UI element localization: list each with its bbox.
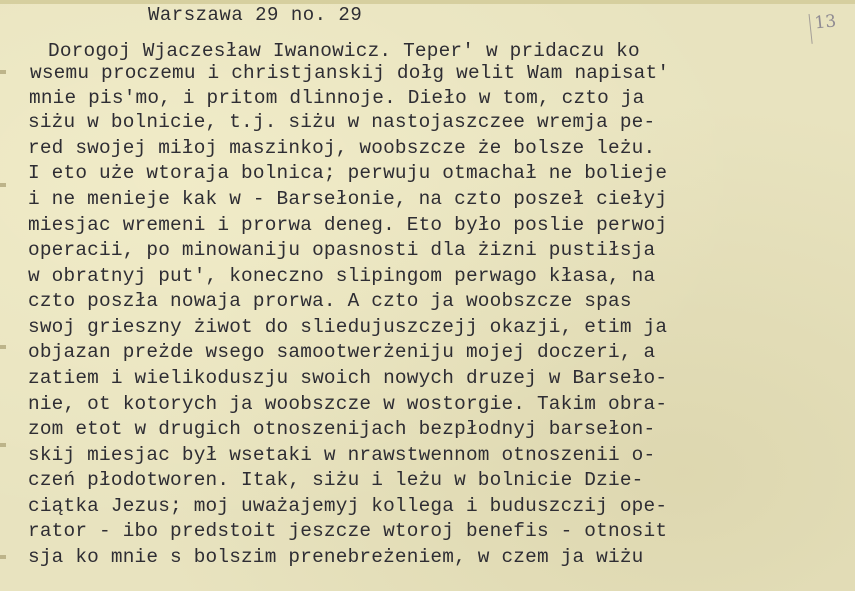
text-line: mnie pis'mo, i pritom dlinnoje. Dieło w tom, czto ja xyxy=(29,87,645,109)
punch-mark xyxy=(0,345,6,349)
punch-mark xyxy=(0,70,6,74)
text-line: siżu w bolnicie, t.j. siżu w nastojaszczee wremja pe- xyxy=(28,111,656,133)
text-line: zom etot w drugich otnoszenijach bezpłodnyj barsełon- xyxy=(28,418,656,440)
text-line: operacii, po minowaniju opasnosti dla żizni pustiłsja xyxy=(28,239,656,261)
text-line: ciątka Jezus; moj uważajemyj kollega i buduszczij ope- xyxy=(28,495,668,517)
text-line: zatiem i wielikoduszju swoich nowych druzej w Barseło- xyxy=(28,367,668,389)
text-line: i ne menieje kak w - Barsełonie, na czto poszeł ciełyj xyxy=(28,188,668,210)
text-line: objazan preżde wsego samootwerżeniju mojej doczeri, a xyxy=(28,341,656,363)
text-line: swoj grieszny żiwot do sliedujuszczejj okazji, etim ja xyxy=(28,316,668,338)
text-line: skij miesjac był wsetaki w nrawstwennom otnoszenii o- xyxy=(28,444,656,466)
page-top-edge xyxy=(0,0,855,4)
text-line: czeń płodotworen. Itak, siżu i leżu w bolnicie Dzie- xyxy=(28,469,644,491)
text-line: Dorogoj Wjaczesław Iwanowicz. Teper' w pridaczu ko xyxy=(48,40,640,62)
text-line: miesjac wremeni i prorwa deneg. Eto było poslie perwoj xyxy=(28,214,668,236)
punch-mark xyxy=(0,183,6,187)
punch-mark xyxy=(0,555,6,559)
text-line: sja ko mnie s bolszim prenebrеżeniem, w czem ja wiżu xyxy=(28,546,644,568)
text-line: rator - ibo predstoit jeszcze wtoroj benefis - otnosit xyxy=(28,520,668,542)
text-line: I eto uże wtoraja bolnica; perwuju otmachał ne bolieje xyxy=(28,162,668,184)
text-line: red swojej miłoj maszinkoj, woobszcze że bolsze leżu. xyxy=(28,137,656,159)
page-number: 13 xyxy=(809,10,850,44)
punch-mark xyxy=(0,443,6,447)
dateline: Warszawa 29 no. 29 xyxy=(148,4,363,26)
text-line: wsemu proczemu i christjanskij dołg welit Wam napisat' xyxy=(30,62,670,84)
text-line: w obratnyj put', koneczno slipingom perwago kłasa, na xyxy=(28,265,656,287)
text-line: nie, ot kotorych ja woobszcze w wostorgie. Takim obra- xyxy=(28,393,668,415)
text-line: czto poszła nowaja prorwa. A czto ja woobszcze spas xyxy=(28,290,632,312)
